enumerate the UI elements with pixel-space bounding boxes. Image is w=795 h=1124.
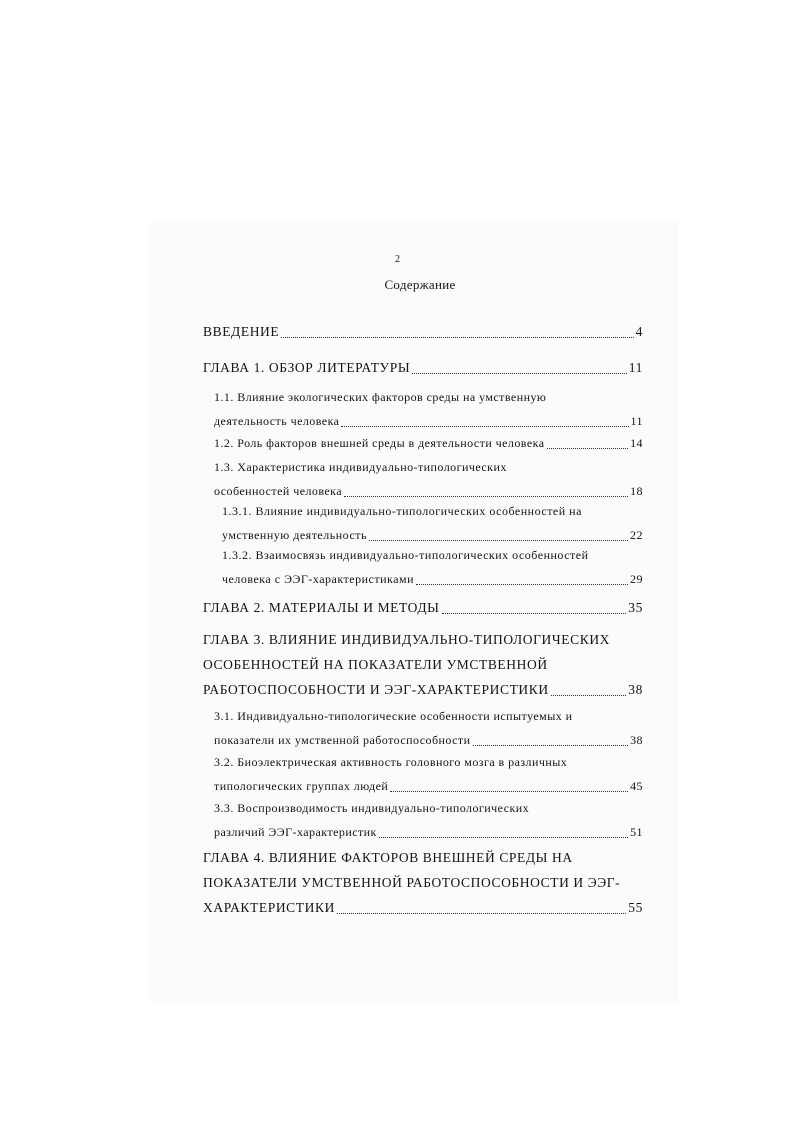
toc-entry[interactable]: [214, 796, 643, 844]
dot-leader: [416, 583, 628, 585]
dot-leader: [551, 694, 627, 696]
toc-page-number: 4: [635, 324, 643, 339]
toc-entry-last-line: [203, 595, 643, 620]
toc-entry-last-line: [203, 319, 643, 344]
dot-leader: [412, 372, 627, 374]
toc-entry-title: типологических группах людей: [214, 779, 389, 793]
toc-entry-title: ГЛАВА 1. ОБЗОР ЛИТЕРАТУРЫ: [203, 360, 411, 375]
toc-page-number: 22: [630, 528, 643, 542]
toc-entry-last-line: [203, 355, 643, 380]
toc-entry-line: ПОКАЗАТЕЛИ УМСТВЕННОЙ РАБОТОСПОСОБНОСТИ И ЭЭГ-: [203, 875, 621, 890]
toc-page-number: 38: [630, 733, 643, 747]
dot-leader: [390, 790, 628, 792]
toc-entry[interactable]: [214, 750, 643, 798]
toc-entry-line: ГЛАВА 3. ВЛИЯНИЕ ИНДИВИДУАЛЬНО-ТИПОЛОГИЧЕСКИХ: [203, 632, 611, 647]
toc-entry[interactable]: [203, 627, 643, 702]
toc-entry-line: 1.1. Влияние экологических факторов среды на умственную: [214, 390, 547, 404]
toc-entry-last-line: [214, 409, 643, 433]
toc-page-number: 29: [630, 572, 643, 586]
toc-entry-title: ГЛАВА 2. МАТЕРИАЛЫ И МЕТОДЫ: [203, 600, 440, 615]
page-number: 2: [395, 254, 400, 265]
toc-entry[interactable]: [214, 704, 643, 752]
toc-entry-line: ГЛАВА 4. ВЛИЯНИЕ ФАКТОРОВ ВНЕШНЕЙ СРЕДЫ НА: [203, 850, 573, 865]
toc-page-number: 14: [630, 436, 643, 450]
dot-leader: [379, 836, 628, 838]
dot-leader: [337, 912, 626, 914]
toc-entry-last-line: [214, 728, 643, 752]
toc-page-number: 51: [630, 825, 643, 839]
toc-entry-line: ОСОБЕННОСТЕЙ НА ПОКАЗАТЕЛИ УМСТВЕННОЙ: [203, 657, 548, 672]
toc-entry-line: 1.3.2. Взаимосвязь индивидуально-типологических особенностей: [222, 548, 589, 562]
toc-page-number: 38: [628, 682, 643, 697]
toc-page-number: 11: [630, 414, 643, 428]
toc-entry[interactable]: [214, 455, 643, 503]
toc-entry[interactable]: [214, 431, 643, 455]
dot-leader: [281, 336, 633, 338]
toc-entry-last-line: [222, 567, 643, 591]
toc-entry-title: различий ЭЭГ-характеристик: [214, 825, 377, 839]
dot-leader: [547, 447, 629, 449]
toc-entry-last-line: [203, 677, 643, 702]
toc-entry-title: умственную деятельность: [222, 528, 367, 542]
toc-entry-last-line: [203, 895, 643, 920]
dot-leader: [341, 425, 628, 427]
toc-entry[interactable]: [203, 845, 643, 920]
toc-page-number: 18: [630, 484, 643, 498]
toc-page-number: 45: [630, 779, 643, 793]
toc-entry-last-line: [214, 820, 643, 844]
toc-entry-title: ВВЕДЕНИЕ: [203, 324, 280, 339]
toc-page-number: 55: [628, 900, 643, 915]
toc-entry-last-line: [214, 774, 643, 798]
toc-entry-title: 1.2. Роль факторов внешней среды в деятельности человека: [214, 436, 545, 450]
dot-leader: [344, 495, 628, 497]
dot-leader: [473, 744, 629, 746]
toc-entry[interactable]: [203, 319, 643, 344]
toc-entry-line: 1.3.1. Влияние индивидуально-типологических особенностей на: [222, 504, 582, 518]
page-title: Содержание: [384, 277, 456, 292]
toc-entry-line: 3.3. Воспроизводимость индивидуально-типологических: [214, 801, 530, 815]
dot-leader: [442, 612, 627, 614]
toc-entry[interactable]: [222, 499, 643, 547]
toc-entry-line: 3.2. Биоэлектрическая активность головного мозга в различных: [214, 755, 568, 769]
toc-entry-last-line: [214, 431, 643, 455]
toc-page-number: 35: [628, 600, 643, 615]
toc-entry-title: РАБОТОСПОСОБНОСТИ И ЭЭГ-ХАРАКТЕРИСТИКИ: [203, 682, 549, 697]
toc-entry[interactable]: [203, 595, 643, 620]
dot-leader: [369, 539, 628, 541]
toc-entry[interactable]: [214, 385, 643, 433]
toc-entry-title: показатели их умственной работоспособности: [214, 733, 471, 747]
toc-entry[interactable]: [222, 543, 643, 591]
toc-entry-title: особенностей человека: [214, 484, 343, 498]
toc-entry-line: 3.1. Индивидуально-типологические особенности испытуемых и: [214, 709, 573, 723]
toc-entry-title: человека с ЭЭГ-характеристиками: [222, 572, 414, 586]
toc-entry-line: 1.3. Характеристика индивидуально-типологических: [214, 460, 507, 474]
toc-entry-title: ХАРАКТЕРИСТИКИ: [203, 900, 335, 915]
toc-entry-title: деятельность человека: [214, 414, 340, 428]
toc-entry[interactable]: [203, 355, 643, 380]
toc-page-number: 11: [628, 360, 643, 375]
